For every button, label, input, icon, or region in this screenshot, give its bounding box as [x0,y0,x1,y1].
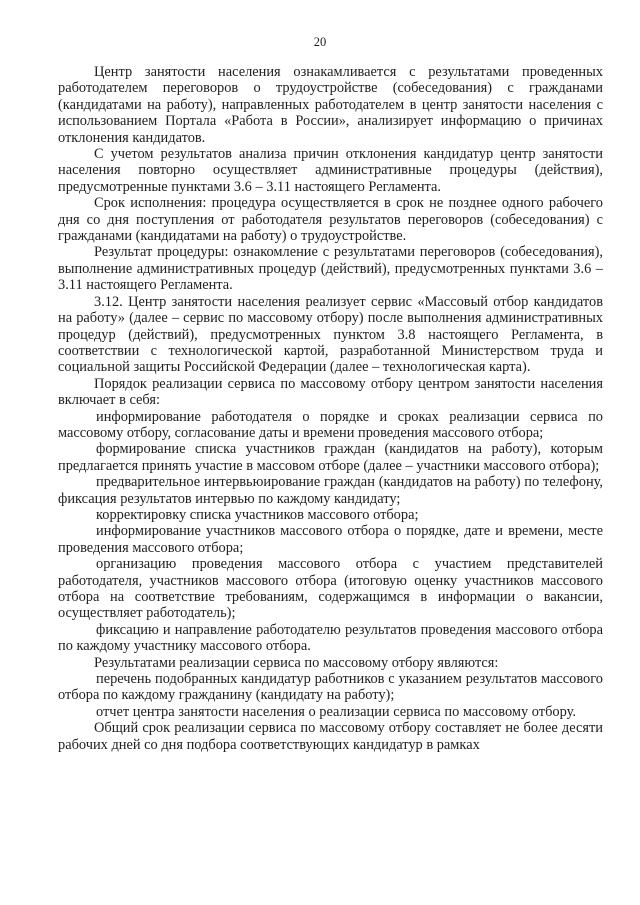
paragraph: Результатами реализации сервиса по массовому отбору являются: [94,654,499,671]
paragraph: С учетом результатов анализа причин отклонения кандидатур центр занятости населения повторно осуществляет административные процедуры (действия), предусмотренные пунктами 3.6 – 3.11 настоящего Регламента. [58,146,603,195]
paragraph: Центр занятости населения ознакамливается с результатами проведенных работодателем переговоров о трудоустройстве (собеседования) с гражданами (кандидатами на работу), направленных работодателем в центр занятости населения с использованием Портала «Работа в России», анализирует информацию о причинах отклонения кандидатов. [58,64,603,146]
paragraph: Общий срок реализации сервиса по массовому отбору составляет не более десяти рабочих дней со дня подбора соответствующих кандидатур в рамках [58,720,603,753]
list-item: формирование списка участников граждан (кандидатов на работу), которым предлагается принять участие в массовом отборе (далее – участники массового отбора); [58,441,603,474]
list-item: отчет центра занятости населения о реализации сервиса по массовому отбору. [96,703,576,720]
paragraph: 3.12. Центр занятости населения реализует сервис «Массовый отбор кандидатов на работу» (далее – сервис по массовому отбору) после выполнения административных процедур (действий), предусмотренных пунктом 3.8 настоящего Регламента, в соответствии с технологической картой, разработанной Министерством труда и социальной защиты Российской Федерации (далее – технологическая карта). [58,293,603,376]
list-item: фиксацию и направление работодателю результатов проведения массового отбора по каждому участнику массового отбора. [58,621,603,655]
document-body [58,64,603,753]
list-item: предварительное интервьюирование граждан (кандидатов на работу) по телефону, фиксация результатов интервью по каждому кандидату; [58,474,603,507]
list-item: организацию проведения массового отбора с участием представителей работодателя, участников массового отбора (итоговую оценку участников массового отбора на соответствие требованиям, содержащимся в информации о вакансии, осуществляет работодатель); [58,556,603,622]
list-item: корректировку списка участников массового отбора; [96,506,419,523]
paragraph: Порядок реализации сервиса по массовому отбору центром занятости населения включает в себя: [58,375,603,409]
list-item: информирование работодателя о порядке и сроках реализации сервиса по массовому отбору, согласование даты и времени проведения массового отбора; [58,408,603,441]
list-item: информирование участников массового отбора о порядке, дате и времени, месте проведения массового отбора; [58,523,603,556]
paragraph: Результат процедуры: ознакомление с результатами переговоров (собеседования), выполнение административных процедур (действий), предусмотренных пунктами 3.6 – 3.11 настоящего Регламента. [58,244,603,294]
paragraph: Срок исполнения: процедура осуществляется в срок не позднее одного рабочего дня со дня поступления от работодателя результатов переговоров (собеседования) с гражданами (кандидатами на работу) о трудоустройстве. [58,195,603,245]
page-number: 20 [313,35,327,49]
list-item: перечень подобранных кандидатур работников с указанием результатов массового отбора по каждому гражданину (кандидату на работу); [58,671,603,704]
